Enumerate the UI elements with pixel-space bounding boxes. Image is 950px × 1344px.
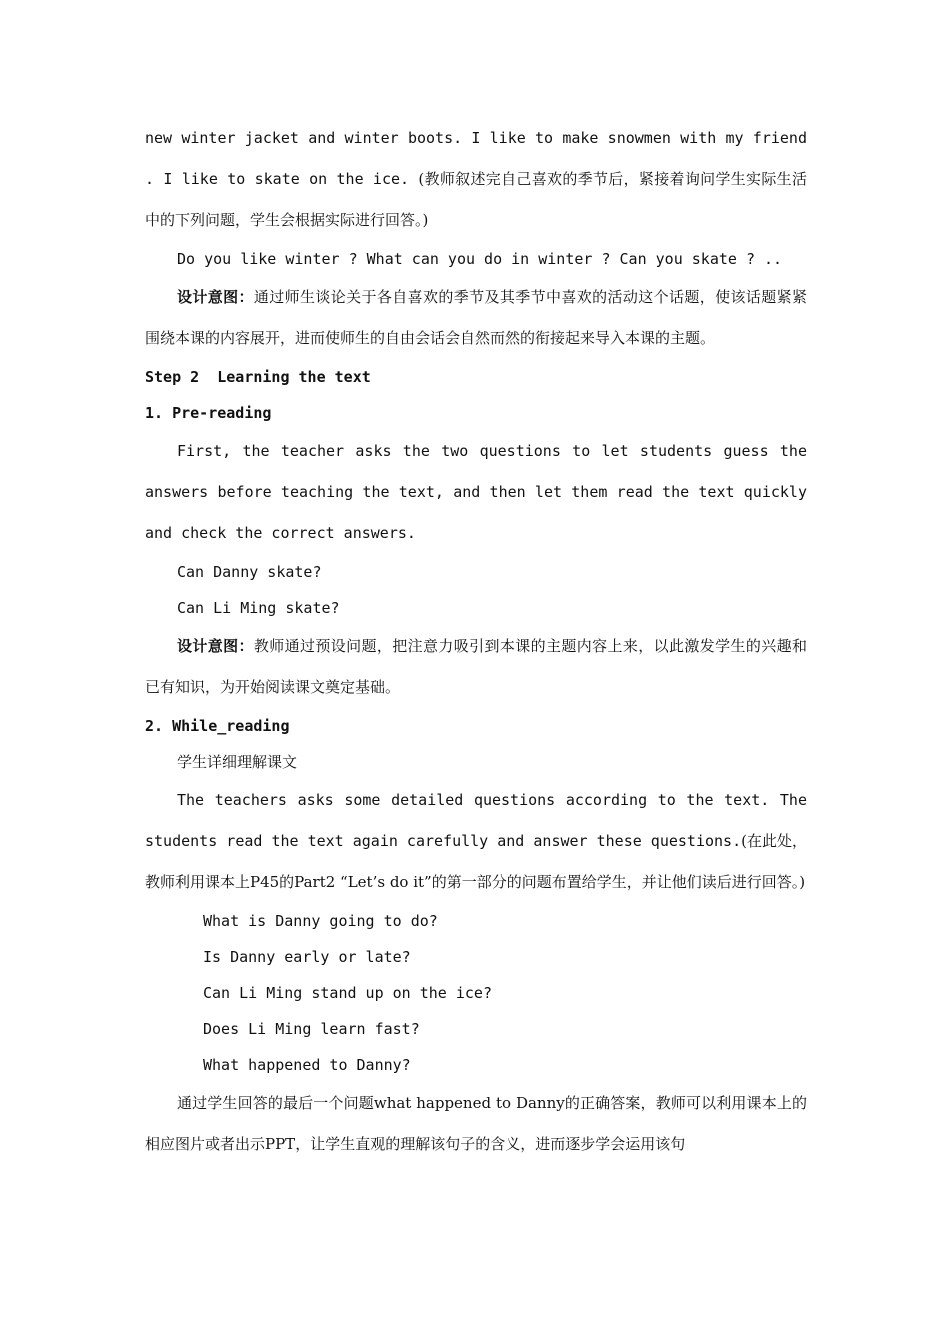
while-reading-heading: 2. While_reading [145, 717, 290, 735]
intro-paragraph-english: new winter jacket and winter boots. I like to make snowmen with my friend . I like to skate on the ice. [145, 129, 807, 188]
step2-heading: Step 2 Learning the text [145, 368, 371, 386]
pre-reading-question-1: Can Danny skate? [177, 563, 322, 581]
while-reading-text [145, 780, 807, 903]
while-reading-question: Does Li Ming learn fast? [203, 1020, 420, 1038]
intro-paragraph [145, 118, 807, 241]
intro-questions: Do you like winter ? What can you do in winter ? Can you skate ? .. [177, 250, 783, 268]
while-reading-text-english: The teachers asks some detailed questions according to the text. The students read the text again carefully and answer these questions. [145, 791, 807, 850]
while-reading-text-chinese: (在此处，教师利用课本上P45的Part2 “Let’s do it”的第一部分的问题布置给学生，并让他们读后进行回答。) [145, 832, 807, 891]
while-reading-question: Is Danny early or late? [203, 948, 411, 966]
while-reading-question: Can Li Ming stand up on the ice? [203, 984, 492, 1002]
while-reading-question: What is Danny going to do? [203, 912, 438, 930]
while-reading-closing: 通过学生回答的最后一个问题what happened to Danny的正确答案，教师可以利用课本上的相应图片或者出示PPT，让学生直观的理解该句子的含义，进而逐步学会运用该句 [145, 1094, 807, 1153]
while-reading-subtitle: 学生详细理解课文 [177, 753, 298, 771]
pre-reading-text: First, the teacher asks the two questions to let students guess the answers before teaching the text, and then let them read the text quickly and check the correct answers. [145, 442, 807, 542]
design-intent-1 [145, 277, 807, 359]
design-intent-text: 教师通过预设问题，把注意力吸引到本课的主题内容上来，以此激发学生的兴趣和已有知识，为开始阅读课文奠定基础。 [145, 637, 807, 696]
design-intent-2 [145, 626, 807, 708]
pre-reading-question-2: Can Li Ming skate? [177, 599, 340, 617]
intro-paragraph-chinese: (教师叙述完自己喜欢的季节后，紧接着询问学生实际生活中的下列问题，学生会根据实际进行回答。) [145, 170, 807, 229]
while-reading-question: What happened to Danny? [203, 1056, 411, 1074]
design-intent-label: 设计意图： [177, 288, 254, 306]
pre-reading-heading: 1. Pre-reading [145, 404, 272, 422]
document-page [145, 118, 807, 1165]
design-intent-label: 设计意图： [177, 637, 254, 655]
design-intent-text: 通过师生谈论关于各自喜欢的季节及其季节中喜欢的活动这个话题，使该话题紧紧围绕本课的内容展开，进而使师生的自由会话会自然而然的衔接起来导入本课的主题。 [145, 288, 807, 347]
